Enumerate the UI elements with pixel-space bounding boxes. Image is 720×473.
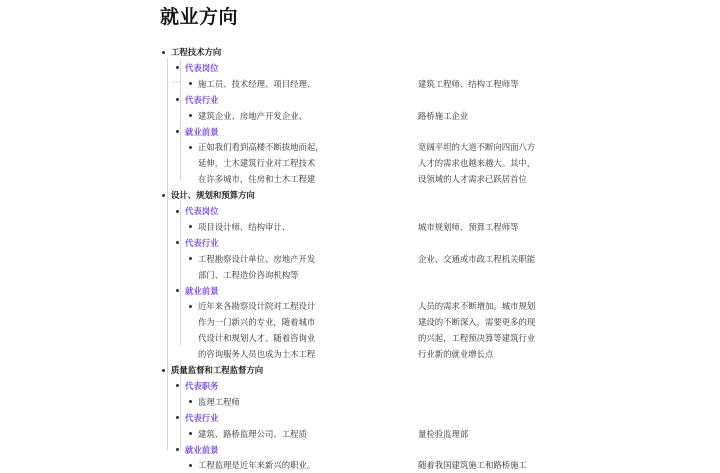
section-heading[interactable]: 质量监督和工程监督方向 <box>171 365 264 375</box>
line-text-left: 工程勘察设计单位、房地产开发 <box>198 253 316 264</box>
section-heading[interactable]: 工程技术方向 <box>171 47 222 57</box>
bullet-dot-icon <box>176 210 179 213</box>
group-label[interactable]: 就业前景 <box>185 444 219 455</box>
line-text-left: 正如我们看到高楼不断拔地而起， <box>198 142 324 153</box>
bullet-dot-icon <box>176 241 179 244</box>
group-label[interactable]: 代表行业 <box>185 412 219 423</box>
group-label[interactable]: 就业前景 <box>185 126 219 137</box>
bullet-dot-icon <box>176 66 179 69</box>
group-label[interactable]: 就业前景 <box>185 285 219 296</box>
line-text-right: 行业新的就业增长点 <box>418 349 494 360</box>
line-text-right: 建设的不断深入，需要更多的现 <box>418 317 536 328</box>
group-label[interactable]: 代表职务 <box>185 380 219 391</box>
bullet-dot-icon <box>189 464 192 467</box>
bullet-dot-icon <box>162 369 165 372</box>
bullet-dot-icon <box>189 257 192 260</box>
line-text-left: 监理工程师 <box>198 396 240 407</box>
bullet-dot-icon <box>162 194 165 197</box>
line-text-right: 人才的需求也越来越大。其中， <box>418 158 536 169</box>
group-label[interactable]: 代表岗位 <box>185 206 219 216</box>
bullet-dot-icon <box>176 130 179 133</box>
bullet-dot-icon <box>176 384 179 387</box>
bullet-dot-icon <box>162 51 165 54</box>
line-text-left: 部门、工程造价咨询机构等 <box>198 269 299 280</box>
group-label[interactable]: 代表行业 <box>185 237 219 248</box>
bullet-dot-icon <box>189 225 192 228</box>
line-text-left: 的咨询服务人员也成为土木工程 <box>198 349 316 360</box>
bullet-dot-icon <box>176 448 179 451</box>
line-text-right: 城市规划师、预算工程师等 <box>418 221 519 232</box>
bullet-dot-icon <box>189 400 192 403</box>
line-text-right: 企业、交通或市政工程机关职能 <box>418 253 536 264</box>
group-label[interactable]: 代表行业 <box>185 94 219 105</box>
line-text-left: 近年来各勘察设计院对工程设计 <box>198 301 316 312</box>
line-text-left: 作为一门新兴的专业，随着城市 <box>198 317 316 328</box>
line-text-right: 量检验监理部 <box>418 428 469 439</box>
bullet-dot-icon <box>189 146 192 149</box>
line-text-left: 施工员、技术经理、项目经理、 <box>198 78 316 89</box>
bullet-dot-icon <box>189 305 192 308</box>
line-text-left: 在许多城市，住房和土木工程建 <box>198 174 316 185</box>
page-title: 就业方向 <box>160 6 239 28</box>
outline-guide-level1 <box>167 58 168 450</box>
ellipsis-icon[interactable]: ··· <box>172 78 182 87</box>
line-text-right: 的兴起，工程预决算等建筑行业 <box>418 333 536 344</box>
bullet-dot-icon <box>176 98 179 101</box>
bullet-dot-icon <box>176 289 179 292</box>
line-text-left: 延伸，土木建筑行业对工程技术 <box>198 158 316 169</box>
line-text-left: 工程监理是近年来新兴的职业。 <box>198 460 316 471</box>
bullet-dot-icon <box>176 416 179 419</box>
section-heading[interactable]: 设计、规划和预算方向 <box>171 190 255 201</box>
line-text-right: 路桥施工企业 <box>418 110 469 121</box>
line-text-right: 人员的需求不断增加。城市规划 <box>418 301 536 312</box>
line-text-right: 宽阔平坦的大道不断向四面八方 <box>418 142 536 153</box>
line-text-left: 项目设计师、结构审计、 <box>198 221 291 232</box>
line-text-right: 建筑工程师、结构工程师等 <box>418 78 519 89</box>
group-label[interactable]: 代表岗位 <box>185 62 219 73</box>
line-text-right: 设领域的人才需求已跃居首位 <box>418 174 527 185</box>
line-text-right: 随着我国建筑施工和路桥施工 <box>418 460 527 471</box>
line-text-left: 代设计和规划人才。随着咨询业 <box>198 333 316 344</box>
bullet-dot-icon <box>189 432 192 435</box>
bullet-dot-icon <box>189 114 192 117</box>
line-text-left: 建筑、路桥监理公司、工程质 <box>198 428 307 439</box>
outline-guide-section2 <box>180 195 181 345</box>
line-text-left: 建筑企业、房地产开发企业、 <box>198 110 307 121</box>
bullet-dot-icon <box>189 82 192 85</box>
